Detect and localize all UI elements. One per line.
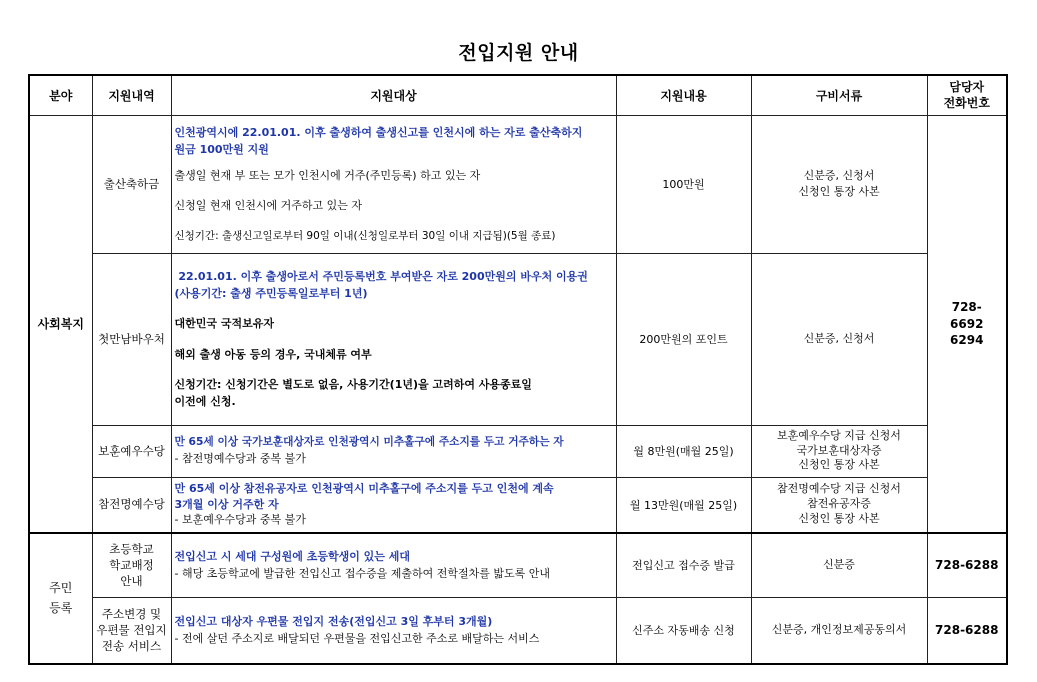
phone-cell: 728-6288 <box>927 597 1007 664</box>
item-name-line: 주소변경 및 <box>101 607 162 622</box>
table-row <box>29 597 1007 664</box>
field-line: 등록 <box>49 600 73 615</box>
field-line: 주민 <box>49 581 73 596</box>
docs-line: 신청인 통장 사본 <box>798 458 880 472</box>
header-content: 지원내용 <box>616 75 751 115</box>
target-title: 전입신고 대상자 우편물 전입지 전송(전입신고 3일 후부터 3개월) <box>174 615 493 629</box>
header-contact-line2: 전화번호 <box>943 96 990 111</box>
target-title: 만 65세 이상 국가보훈대상자로 인천광역시 미추홀구에 주소지를 두고 거주하는 자 <box>174 435 564 449</box>
docs-cell <box>751 115 927 253</box>
target-title-line: 원금 100만원 지원 <box>174 142 269 156</box>
docs-line: 보훈예우수당 지급 신청서 <box>777 428 901 442</box>
phone-line: 728- <box>951 300 982 315</box>
target-title-line: 3개월 이상 거주한 자 <box>174 497 279 511</box>
target-item-line: 신청기간: 신청기간은 별도로 없음, 사용기간(1년)을 고려하여 사용종료일 <box>174 378 532 392</box>
item-name <box>92 597 171 664</box>
target-item: 해외 출생 아동 등의 경우, 국내체류 여부 <box>174 347 372 361</box>
item-name: 참전명예수당 <box>92 477 171 533</box>
table-row <box>29 115 1007 253</box>
target-note: - 참전명예수당과 중복 불가 <box>174 452 306 466</box>
target-cell <box>171 477 616 533</box>
item-name-line: 안내 <box>120 574 143 589</box>
docs-line: 참전명예수당 지급 신청서 <box>777 482 901 496</box>
target-title-line: 22.01.01. 이후 출생아로서 주민등록번호 부여받은 자로 200만원의 바우처 이용권 <box>174 269 588 283</box>
target-cell <box>171 597 616 664</box>
docs-cell: 신분증, 개인정보제공동의서 <box>751 597 927 664</box>
target-cell <box>171 533 616 597</box>
target-note: - 보훈예우수당과 중복 불가 <box>174 512 306 526</box>
field-cell-resident <box>29 533 92 664</box>
table-row <box>29 477 1007 533</box>
docs-line: 국가보훈대상자증 <box>796 443 882 457</box>
target-item: 신청일 현재 인천시에 거주하고 있는 자 <box>174 199 362 213</box>
target-title <box>175 268 613 302</box>
docs-line: 신청인 통장 사본 <box>798 185 880 198</box>
item-name <box>92 533 171 597</box>
header-docs: 구비서류 <box>751 75 927 115</box>
target-item: 신청기간: 출생신고일로부터 90일 이내(신청일로부터 30일 이내 지급됨)(5월 종료) <box>174 229 556 242</box>
docs-cell <box>751 477 927 533</box>
docs-cell: 신분증 <box>751 533 927 597</box>
target-cell <box>171 425 616 477</box>
docs-line: 신분증, 신청서 <box>803 331 875 345</box>
header-item: 지원내역 <box>92 75 171 115</box>
header-target: 지원대상 <box>171 75 616 115</box>
phone-line: 6692 <box>950 316 984 331</box>
content-cell: 월 13만원(매월 25일) <box>616 477 751 533</box>
item-name-line: 학교배정 <box>109 558 154 573</box>
phone-cell: 728-6288 <box>927 533 1007 597</box>
target-cell <box>171 253 616 425</box>
table-row <box>29 253 1007 425</box>
target-item: 대한민국 국적보유자 <box>174 317 274 331</box>
docs-line: 신분증, 신청서 <box>803 168 875 182</box>
item-name: 출산축하금 <box>92 115 171 253</box>
content-cell: 200만원의 포인트 <box>616 253 751 425</box>
target-title-line: (사용기간: 출생 주민등록일로부터 1년) <box>174 287 368 300</box>
docs-line: 신청인 통장 사본 <box>798 512 880 526</box>
item-name-line: 우편물 전입지 <box>96 623 167 638</box>
table-row <box>29 533 1007 597</box>
page-title: 전입지원 안내 <box>458 42 579 64</box>
target-item: 출생일 현재 부 또는 모가 인천시에 거주(주민등록) 하고 있는 자 <box>174 168 481 182</box>
target-title <box>175 124 613 158</box>
content-cell: 전입신고 접수증 발급 <box>616 533 751 597</box>
target-cell <box>171 115 616 253</box>
phone-cell-welfare <box>927 115 1007 533</box>
header-contact-line1: 담당자 <box>949 80 985 95</box>
target-note: - 전에 살던 주소지로 배달되던 우편물을 전입신고한 주소로 배달하는 서비스 <box>174 631 540 645</box>
target-note: - 해당 초등학교에 발급한 전입신고 접수증을 제출하여 전학절차를 밟도록 안내 <box>174 566 550 580</box>
field-cell-welfare: 사회복지 <box>29 115 92 533</box>
target-title: 전입신고 시 세대 구성원에 초등학생이 있는 세대 <box>174 550 410 564</box>
phone-line: 6294 <box>950 332 984 347</box>
item-name-line: 초등학교 <box>109 542 154 557</box>
support-info-table <box>28 74 1008 665</box>
docs-cell <box>751 253 927 425</box>
table-row <box>29 425 1007 477</box>
content-cell: 월 8만원(매월 25일) <box>616 425 751 477</box>
target-item-line: 이전에 신청. <box>174 394 236 408</box>
table-header-row <box>29 75 1007 115</box>
target-title <box>175 481 613 512</box>
docs-line: 참전유공자증 <box>807 497 871 511</box>
target-title-line: 인천광역시에 22.01.01. 이후 출생하여 출생신고를 인천시에 하는 자로 출산축하지 <box>174 125 583 139</box>
content-cell: 신주소 자동배송 신청 <box>616 597 751 664</box>
header-field: 분야 <box>29 75 92 115</box>
docs-cell <box>751 425 927 477</box>
header-contact <box>927 75 1007 115</box>
content-cell: 100만원 <box>616 115 751 253</box>
item-name-line: 전송 서비스 <box>101 639 162 654</box>
item-name: 첫만남바우처 <box>92 253 171 425</box>
target-title-line: 만 65세 이상 참전유공자로 인천광역시 미추홀구에 주소지를 두고 인천에 계속 <box>174 482 554 496</box>
item-name: 보훈예우수당 <box>92 425 171 477</box>
target-item <box>175 377 613 410</box>
